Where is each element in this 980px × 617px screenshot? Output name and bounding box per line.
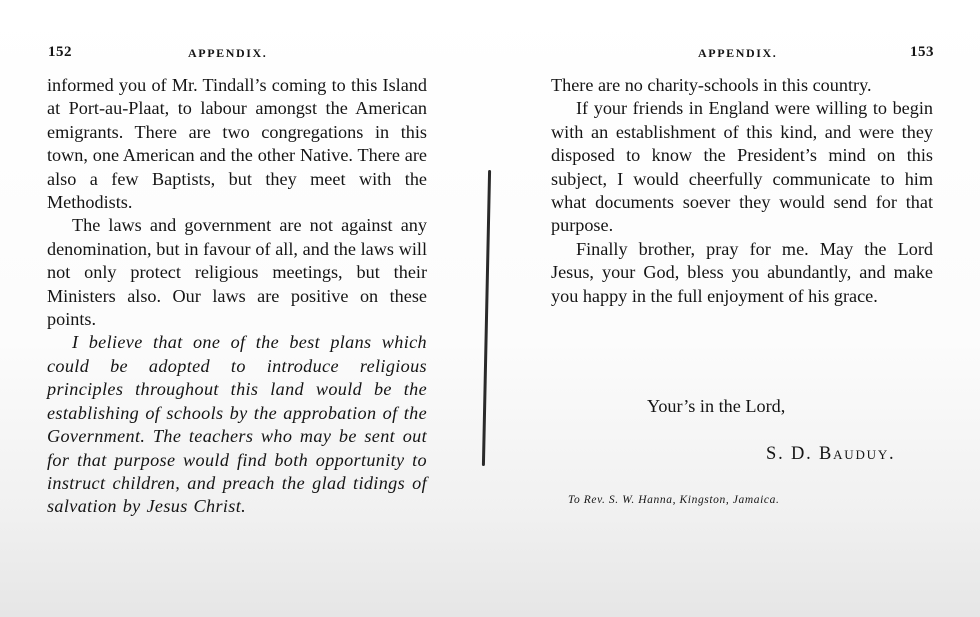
right-paragraph-3: Finally brother, pray for me. May the Lord Jesus, your God, bless you abundantly, and make you happy in the full enjoyment of his grace.: [551, 238, 933, 306]
right-page-body: [551, 74, 933, 308]
right-paragraph-1: There are no charity-schools in this country.: [551, 75, 872, 95]
left-paragraph-2: The laws and government are not against any denomination, but in favour of all, and the laws will not only protect religious meetings, but their Ministers also. Our laws are positive on these points.: [47, 215, 427, 330]
right-page-number: 153: [910, 44, 934, 60]
left-paragraph-1: informed you of Mr. Tindall’s coming to this Island at Port-au-Plaat, to labour amongst the American emigrants. There are two congregations in this town, one American and the other Native. There are also a few Baptists, but they meet with the Methodists.: [47, 75, 427, 213]
left-running-head: APPENDIX.: [188, 46, 268, 60]
right-paragraph-2: If your friends in England were willing to begin with an establishment of this kind, and were they disposed to know the President’s mind on this subject, I would cheerfully communicate to him what documents soever they would send for that purpose.: [551, 98, 933, 236]
left-page-header: [48, 44, 434, 64]
right-page-header: [552, 44, 934, 64]
left-page-body: [47, 74, 427, 519]
addressee-note: To Rev. S. W. Hanna, Kingston, Jamaica.: [568, 494, 780, 506]
right-page: [490, 0, 980, 617]
right-running-head: APPENDIX.: [698, 46, 778, 60]
left-page-number: 152: [48, 44, 72, 60]
signature: S. D. Bauduy.: [766, 444, 896, 464]
left-paragraph-3-italic: I believe that one of the best plans which could be adopted to introduce religious principles throughout this land would be the establishing of schools by the approbation of the Government. The teachers who may be sent out for that purpose would find both opportunity to instruct children, and preach the glad tidings of salvation by Jesus Christ.: [47, 332, 427, 517]
valediction: Your’s in the Lord,: [647, 396, 786, 416]
